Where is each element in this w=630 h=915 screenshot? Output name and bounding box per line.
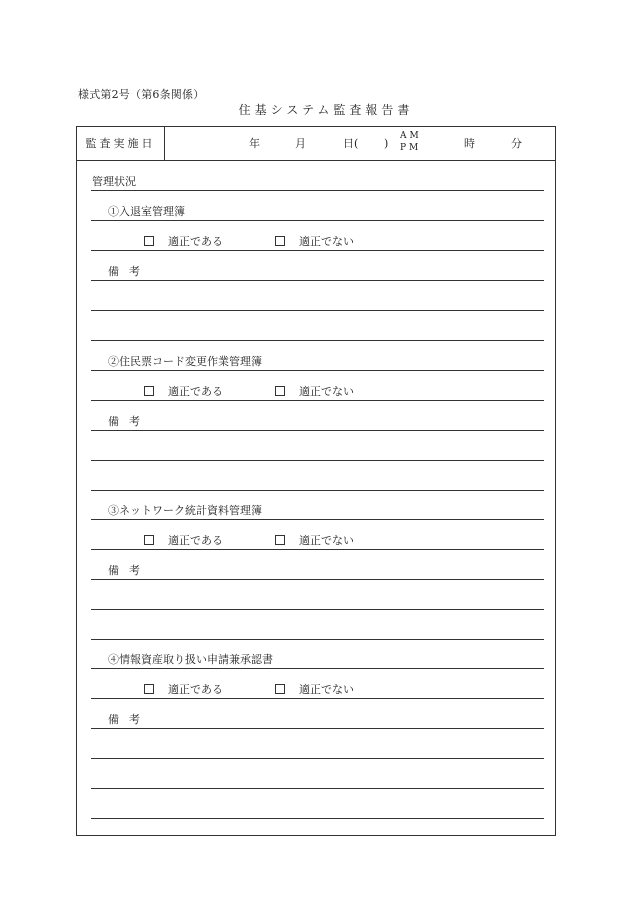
proper-label: 適正である xyxy=(168,534,223,547)
remarks-line[interactable] xyxy=(91,490,544,491)
month-label: 月 xyxy=(295,137,306,150)
divider-line xyxy=(91,549,544,550)
section-4-title: ④情報資産取り扱い申請兼承認書 xyxy=(108,653,273,666)
remarks-line[interactable] xyxy=(91,430,544,431)
divider-line xyxy=(91,250,544,251)
section-2-proper-option[interactable] xyxy=(144,383,223,399)
proper-label: 適正である xyxy=(168,385,223,398)
section-2-title: ②住民票コード変更作業管理簿 xyxy=(108,355,262,368)
divider-line xyxy=(91,190,544,191)
section-3-improper-option[interactable] xyxy=(275,532,354,548)
divider-line xyxy=(91,519,544,520)
checkbox-icon[interactable] xyxy=(144,386,154,396)
checkbox-icon[interactable] xyxy=(275,535,285,545)
am-pm-label xyxy=(400,130,422,154)
divider-line xyxy=(91,370,544,371)
year-label: 年 xyxy=(249,137,260,150)
audit-date-label: 監査実施日 xyxy=(77,127,165,160)
divider-line xyxy=(91,698,544,699)
improper-label: 適正でない xyxy=(299,385,354,398)
section-4-remarks-label: 備考 xyxy=(108,713,150,726)
report-form-frame xyxy=(76,126,556,836)
remarks-line[interactable] xyxy=(91,340,544,341)
section-1-proper-option[interactable] xyxy=(144,233,223,249)
proper-label: 適正である xyxy=(168,235,223,248)
section-3-title: ③ネットワーク統計資料管理簿 xyxy=(108,504,262,517)
divider-line xyxy=(91,400,544,401)
remarks-line[interactable] xyxy=(91,818,544,819)
section-3-remarks-label: 備考 xyxy=(108,564,150,577)
divider-line xyxy=(91,668,544,669)
document-title: 住基システム監査報告書 xyxy=(238,103,414,117)
section-4-proper-option[interactable] xyxy=(144,681,223,697)
remarks-line[interactable] xyxy=(91,758,544,759)
checkbox-icon[interactable] xyxy=(275,236,285,246)
remarks-line[interactable] xyxy=(91,310,544,311)
checkbox-icon[interactable] xyxy=(275,684,285,694)
remarks-line[interactable] xyxy=(91,280,544,281)
am-label: AM xyxy=(400,131,422,141)
remarks-line[interactable] xyxy=(91,609,544,610)
pm-label: PM xyxy=(400,143,422,153)
remarks-line[interactable] xyxy=(91,579,544,580)
remarks-line[interactable] xyxy=(91,639,544,640)
section-1-title: ①入退室管理簿 xyxy=(108,205,185,218)
section-1-remarks-label: 備考 xyxy=(108,265,150,278)
section-4-improper-option[interactable] xyxy=(275,681,354,697)
form-number-label: 様式第2号（第6条関係） xyxy=(78,88,205,101)
checkbox-icon[interactable] xyxy=(144,535,154,545)
section-1-improper-option[interactable] xyxy=(275,233,354,249)
checkbox-icon[interactable] xyxy=(144,684,154,694)
section-3-proper-option[interactable] xyxy=(144,532,223,548)
management-status-heading: 管理状況 xyxy=(92,175,136,188)
improper-label: 適正でない xyxy=(299,534,354,547)
proper-label: 適正である xyxy=(168,683,223,696)
minute-label: 分 xyxy=(511,137,522,150)
checkbox-icon[interactable] xyxy=(275,386,285,396)
improper-label: 適正でない xyxy=(299,235,354,248)
improper-label: 適正でない xyxy=(299,683,354,696)
section-2-remarks-label: 備考 xyxy=(108,415,150,428)
day-close-paren: ) xyxy=(384,137,389,150)
audit-date-row xyxy=(77,127,555,161)
checkbox-icon[interactable] xyxy=(144,236,154,246)
remarks-line[interactable] xyxy=(91,728,544,729)
section-2-improper-option[interactable] xyxy=(275,383,354,399)
remarks-line[interactable] xyxy=(91,788,544,789)
divider-line xyxy=(91,220,544,221)
day-label: 日( xyxy=(343,137,359,150)
remarks-line[interactable] xyxy=(91,460,544,461)
hour-label: 時 xyxy=(464,137,475,150)
